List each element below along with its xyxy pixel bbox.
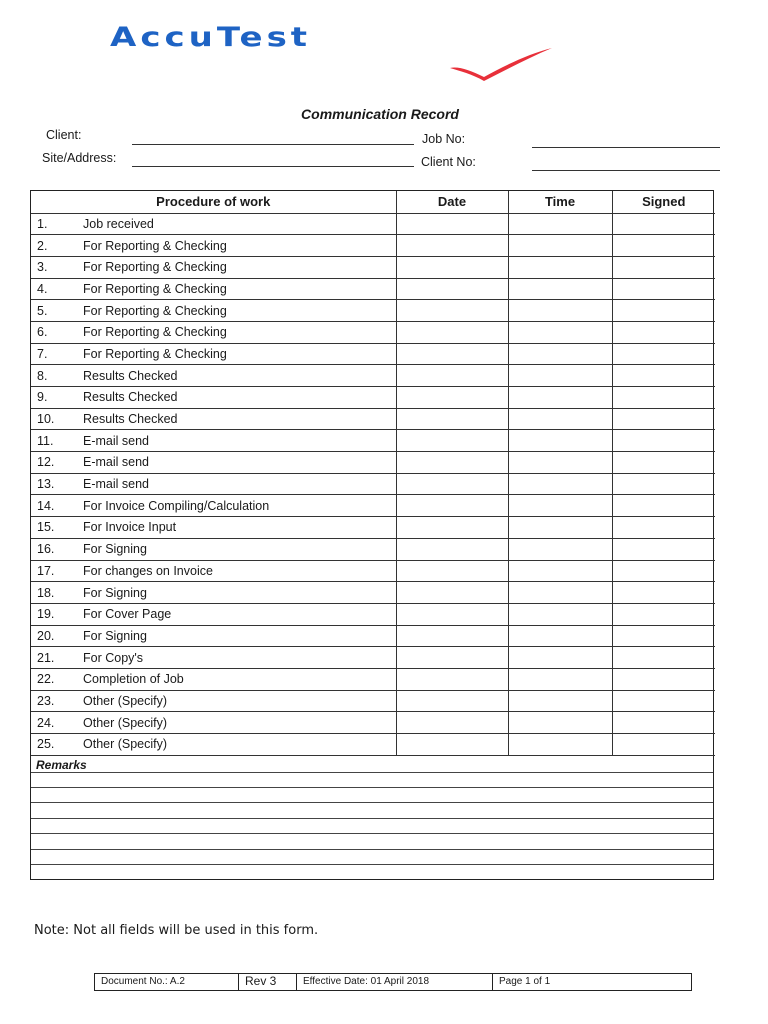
signed-cell[interactable] xyxy=(612,213,715,235)
procedure-cell xyxy=(31,365,396,387)
procedure-cell xyxy=(31,538,396,560)
form-note: Note: Not all fields will be used in this form. xyxy=(34,923,319,938)
signed-cell[interactable] xyxy=(612,560,715,582)
signed-cell[interactable] xyxy=(612,473,715,495)
time-cell[interactable] xyxy=(508,473,612,495)
table-row xyxy=(31,365,715,387)
procedure-cell xyxy=(31,690,396,712)
header-procedure: Procedure of work xyxy=(31,191,396,213)
procedure-text: Results Checked xyxy=(83,412,178,427)
date-cell[interactable] xyxy=(396,603,508,625)
date-cell[interactable] xyxy=(396,300,508,322)
row-number: 19. xyxy=(37,607,55,622)
date-cell[interactable] xyxy=(396,213,508,235)
date-cell[interactable] xyxy=(396,473,508,495)
date-cell[interactable] xyxy=(396,408,508,430)
procedure-cell xyxy=(31,560,396,582)
time-cell[interactable] xyxy=(508,495,612,517)
time-cell[interactable] xyxy=(508,343,612,365)
date-cell[interactable] xyxy=(396,343,508,365)
signed-cell[interactable] xyxy=(612,582,715,604)
row-number: 21. xyxy=(37,650,55,665)
remarks-line[interactable] xyxy=(31,865,713,879)
procedure-cell xyxy=(31,387,396,409)
checkmark-logo-icon xyxy=(448,46,554,82)
procedure-sheet xyxy=(30,190,714,880)
procedure-cell xyxy=(31,408,396,430)
procedure-text: For Reporting & Checking xyxy=(83,346,227,361)
date-cell[interactable] xyxy=(396,517,508,539)
procedure-text: For Reporting & Checking xyxy=(83,281,227,296)
row-number: 18. xyxy=(37,585,55,600)
header-time: Time xyxy=(508,191,612,213)
procedure-text: For Signing xyxy=(83,628,147,643)
row-number: 16. xyxy=(37,542,55,557)
procedure-text: For Signing xyxy=(83,542,147,557)
footer-rev: Rev 3 xyxy=(239,974,297,990)
date-cell[interactable] xyxy=(396,647,508,669)
signed-cell[interactable] xyxy=(612,647,715,669)
footer-page: Page 1 of 1 xyxy=(499,976,551,987)
procedure-cell xyxy=(31,452,396,474)
time-cell[interactable] xyxy=(508,430,612,452)
signed-cell[interactable] xyxy=(612,278,715,300)
table-row xyxy=(31,452,715,474)
time-cell[interactable] xyxy=(508,603,612,625)
procedure-cell xyxy=(31,603,396,625)
procedure-text: E-mail send xyxy=(83,433,149,448)
table-row xyxy=(31,734,715,756)
row-number: 15. xyxy=(37,520,55,535)
row-number: 24. xyxy=(37,715,55,730)
time-cell[interactable] xyxy=(508,408,612,430)
table-header-row xyxy=(31,191,715,213)
time-cell[interactable] xyxy=(508,560,612,582)
time-cell[interactable] xyxy=(508,690,612,712)
procedure-text: Results Checked xyxy=(83,368,178,383)
procedure-text: For Reporting & Checking xyxy=(83,303,227,318)
signed-cell[interactable] xyxy=(612,256,715,278)
remarks-line[interactable] xyxy=(31,850,713,865)
job-no-label: Job No: xyxy=(422,132,466,146)
procedure-cell xyxy=(31,321,396,343)
time-cell[interactable] xyxy=(508,517,612,539)
site-address-field[interactable] xyxy=(132,166,414,167)
date-cell[interactable] xyxy=(396,495,508,517)
signed-cell[interactable] xyxy=(612,734,715,756)
row-number: 25. xyxy=(37,737,55,752)
time-cell[interactable] xyxy=(508,256,612,278)
row-number: 20. xyxy=(37,628,55,643)
procedure-cell xyxy=(31,256,396,278)
row-number: 12. xyxy=(37,455,55,470)
time-cell[interactable] xyxy=(508,582,612,604)
time-cell[interactable] xyxy=(508,625,612,647)
footer-doc-no: Document No.: A.2 xyxy=(95,974,239,990)
table-row xyxy=(31,495,715,517)
date-cell[interactable] xyxy=(396,235,508,257)
row-number: 8. xyxy=(37,368,48,383)
procedure-text: Results Checked xyxy=(83,390,178,405)
procedure-text: For changes on Invoice xyxy=(83,563,213,578)
date-cell[interactable] xyxy=(396,430,508,452)
table-row xyxy=(31,517,715,539)
procedure-cell xyxy=(31,495,396,517)
date-cell[interactable] xyxy=(396,256,508,278)
document-footer xyxy=(94,973,692,991)
table-row xyxy=(31,712,715,734)
signed-cell[interactable] xyxy=(612,452,715,474)
signed-cell[interactable] xyxy=(612,712,715,734)
procedure-cell xyxy=(31,517,396,539)
date-cell[interactable] xyxy=(396,560,508,582)
client-field[interactable] xyxy=(132,144,414,145)
table-row xyxy=(31,625,715,647)
client-label: Client: xyxy=(46,128,82,142)
procedure-text: Other (Specify) xyxy=(83,693,168,708)
site-address-label: Site/Address: xyxy=(42,151,117,165)
table-row xyxy=(31,582,715,604)
date-cell[interactable] xyxy=(396,734,508,756)
time-cell[interactable] xyxy=(508,278,612,300)
signed-cell[interactable] xyxy=(612,365,715,387)
signed-cell[interactable] xyxy=(612,300,715,322)
signed-cell[interactable] xyxy=(612,495,715,517)
form-title: Communication Record xyxy=(301,106,459,122)
remarks-line[interactable] xyxy=(31,788,713,803)
table-row xyxy=(31,473,715,495)
time-cell[interactable] xyxy=(508,321,612,343)
table-row xyxy=(31,278,715,300)
client-no-label: Client No: xyxy=(421,155,476,169)
signed-cell[interactable] xyxy=(612,235,715,257)
table-row xyxy=(31,256,715,278)
signed-cell[interactable] xyxy=(612,321,715,343)
time-cell[interactable] xyxy=(508,538,612,560)
procedure-cell xyxy=(31,734,396,756)
table-row xyxy=(31,603,715,625)
procedure-text: Completion of Job xyxy=(83,672,184,687)
table-row xyxy=(31,343,715,365)
date-cell[interactable] xyxy=(396,321,508,343)
table-row xyxy=(31,647,715,669)
table-row xyxy=(31,408,715,430)
time-cell[interactable] xyxy=(508,235,612,257)
row-number: 23. xyxy=(37,693,55,708)
row-number: 7. xyxy=(37,346,48,361)
date-cell[interactable] xyxy=(396,452,508,474)
procedure-text: For Signing xyxy=(83,585,147,600)
remarks-line[interactable] xyxy=(31,819,713,834)
procedure-text: For Copy's xyxy=(83,650,144,665)
row-number: 6. xyxy=(37,325,48,340)
time-cell[interactable] xyxy=(508,647,612,669)
date-cell[interactable] xyxy=(396,625,508,647)
procedure-text: Other (Specify) xyxy=(83,715,168,730)
procedure-cell xyxy=(31,473,396,495)
date-cell[interactable] xyxy=(396,278,508,300)
row-number: 1. xyxy=(37,216,48,231)
date-cell[interactable] xyxy=(396,690,508,712)
table-row xyxy=(31,690,715,712)
time-cell[interactable] xyxy=(508,712,612,734)
date-cell[interactable] xyxy=(396,387,508,409)
job-no-field[interactable] xyxy=(532,147,720,148)
date-cell[interactable] xyxy=(396,365,508,387)
procedure-text: For Reporting & Checking xyxy=(83,238,227,253)
time-cell[interactable] xyxy=(508,300,612,322)
signed-cell[interactable] xyxy=(612,430,715,452)
signed-cell[interactable] xyxy=(612,625,715,647)
procedure-text: For Reporting & Checking xyxy=(83,260,227,275)
table-row xyxy=(31,235,715,257)
time-cell[interactable] xyxy=(508,452,612,474)
table-row xyxy=(31,430,715,452)
procedure-cell xyxy=(31,668,396,690)
procedure-text: Other (Specify) xyxy=(83,737,168,752)
time-cell[interactable] xyxy=(508,365,612,387)
remarks-line[interactable] xyxy=(31,803,713,818)
footer-effective-date: Effective Date: 01 April 2018 xyxy=(297,974,493,990)
date-cell[interactable] xyxy=(396,712,508,734)
client-no-field[interactable] xyxy=(532,170,720,171)
remarks-section xyxy=(31,756,713,880)
table-row xyxy=(31,321,715,343)
procedure-text: Job received xyxy=(83,216,154,231)
signed-cell[interactable] xyxy=(612,603,715,625)
procedure-text: For Invoice Compiling/Calculation xyxy=(83,498,270,513)
row-number: 4. xyxy=(37,281,48,296)
row-number: 14. xyxy=(37,498,55,513)
row-number: 5. xyxy=(37,303,48,318)
procedure-cell xyxy=(31,278,396,300)
time-cell[interactable] xyxy=(508,734,612,756)
signed-cell[interactable] xyxy=(612,408,715,430)
time-cell[interactable] xyxy=(508,213,612,235)
table-row xyxy=(31,213,715,235)
procedure-rows xyxy=(31,213,715,755)
row-number: 17. xyxy=(37,563,55,578)
procedure-cell xyxy=(31,625,396,647)
date-cell[interactable] xyxy=(396,538,508,560)
table-row xyxy=(31,668,715,690)
row-number: 10. xyxy=(37,412,55,427)
remarks-line[interactable] xyxy=(31,773,713,788)
procedure-cell xyxy=(31,300,396,322)
date-cell[interactable] xyxy=(396,668,508,690)
header-date: Date xyxy=(396,191,508,213)
time-cell[interactable] xyxy=(508,387,612,409)
accutest-logo: AccuTest xyxy=(110,22,312,54)
row-number: 2. xyxy=(37,238,48,253)
procedure-text: E-mail send xyxy=(83,455,149,470)
signed-cell[interactable] xyxy=(612,690,715,712)
row-number: 22. xyxy=(37,672,55,687)
row-number: 11. xyxy=(37,433,54,448)
procedure-text: For Invoice Input xyxy=(83,520,177,535)
table-row xyxy=(31,560,715,582)
time-cell[interactable] xyxy=(508,668,612,690)
procedure-table xyxy=(31,191,715,756)
procedure-text: For Reporting & Checking xyxy=(83,325,227,340)
header-signed: Signed xyxy=(612,191,715,213)
procedure-cell xyxy=(31,343,396,365)
remarks-label: Remarks xyxy=(31,756,713,773)
date-cell[interactable] xyxy=(396,582,508,604)
signed-cell[interactable] xyxy=(612,517,715,539)
table-row xyxy=(31,538,715,560)
procedure-cell xyxy=(31,712,396,734)
procedure-cell xyxy=(31,235,396,257)
procedure-cell xyxy=(31,430,396,452)
remarks-line[interactable] xyxy=(31,834,713,849)
procedure-text: For Cover Page xyxy=(83,607,172,622)
signed-cell[interactable] xyxy=(612,343,715,365)
procedure-cell xyxy=(31,213,396,235)
procedure-text: E-mail send xyxy=(83,477,149,492)
table-row xyxy=(31,387,715,409)
signed-cell[interactable] xyxy=(612,668,715,690)
row-number: 9. xyxy=(37,390,48,405)
table-row xyxy=(31,300,715,322)
signed-cell[interactable] xyxy=(612,387,715,409)
procedure-cell xyxy=(31,647,396,669)
row-number: 13. xyxy=(37,477,55,492)
signed-cell[interactable] xyxy=(612,538,715,560)
row-number: 3. xyxy=(37,260,48,275)
procedure-cell xyxy=(31,582,396,604)
